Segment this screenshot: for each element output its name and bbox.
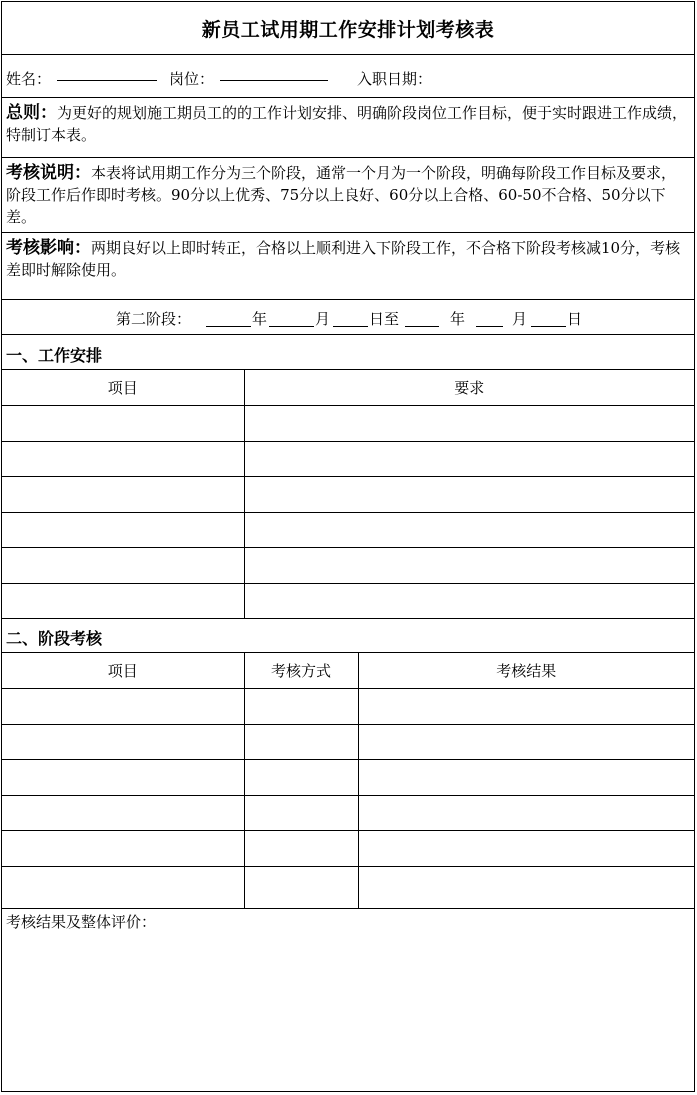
stage-day-to-label: 日至 xyxy=(369,310,400,328)
requirement-cell[interactable] xyxy=(244,405,694,441)
table-row xyxy=(2,476,694,512)
table-row xyxy=(2,441,694,476)
overall-evaluation-label: 考核结果及整体评价： xyxy=(6,913,157,931)
table-row xyxy=(2,512,694,547)
item-cell[interactable] xyxy=(2,795,244,830)
table-row xyxy=(2,688,694,724)
table-row xyxy=(2,866,694,908)
table-row xyxy=(2,405,694,441)
explanation-text: 本表将试用期工作分为三个阶段，通常一个月为一个阶段，明确每阶段工作目标及要求，阶段工作后作即时考核。90分以上优秀、75分以上良好、60分以上合格、60-50不合格、50分以下差。 xyxy=(6,164,677,226)
requirement-cell[interactable] xyxy=(244,476,694,512)
result-cell[interactable] xyxy=(358,830,694,866)
position-blank[interactable] xyxy=(220,80,328,81)
requirement-cell[interactable] xyxy=(244,583,694,618)
column-header-result: 考核结果 xyxy=(358,653,694,688)
form-title xyxy=(2,2,694,55)
table-row xyxy=(2,547,694,583)
stage-end-month-blank[interactable] xyxy=(476,326,503,327)
section-work-arrangement-title: 一、工作安排 xyxy=(6,346,103,365)
table-header-row xyxy=(2,653,694,688)
method-cell[interactable] xyxy=(244,795,358,830)
method-cell[interactable] xyxy=(244,866,358,908)
stage-period-row xyxy=(2,300,694,335)
requirement-cell[interactable] xyxy=(244,512,694,547)
work-arrangement-table xyxy=(2,370,694,619)
stage-end-year-blank[interactable] xyxy=(405,326,439,327)
stage-year-label: 年 xyxy=(252,310,268,328)
title-text: 新员工试用期工作安排计划考核表 xyxy=(201,18,495,41)
stage-end-day-blank[interactable] xyxy=(531,326,566,327)
item-cell[interactable] xyxy=(2,724,244,759)
column-header-method: 考核方式 xyxy=(244,653,358,688)
item-cell[interactable] xyxy=(2,688,244,724)
item-cell[interactable] xyxy=(2,583,244,618)
item-cell[interactable] xyxy=(2,405,244,441)
entry-date-label: 入职日期： xyxy=(357,70,433,88)
result-cell[interactable] xyxy=(358,724,694,759)
overall-evaluation-box[interactable] xyxy=(2,908,694,1091)
column-header-item: 项目 xyxy=(2,653,244,688)
stage-month2-label: 月 xyxy=(512,310,528,328)
result-cell[interactable] xyxy=(358,759,694,795)
stage-start-day-blank[interactable] xyxy=(333,326,368,327)
item-cell[interactable] xyxy=(2,830,244,866)
result-cell[interactable] xyxy=(358,866,694,908)
impact-text: 两期良好以上即时转正，合格以上顺利进入下阶段工作，不合格下阶段考核减10分，考核差即时解除使用。 xyxy=(6,239,681,279)
method-cell[interactable] xyxy=(244,724,358,759)
item-cell[interactable] xyxy=(2,512,244,547)
result-cell[interactable] xyxy=(358,795,694,830)
section-stage-assessment-title: 二、阶段考核 xyxy=(6,629,103,648)
stage-year2-label: 年 xyxy=(450,310,466,328)
item-cell[interactable] xyxy=(2,476,244,512)
table-row xyxy=(2,795,694,830)
general-rule-row xyxy=(2,98,694,158)
table-row xyxy=(2,830,694,866)
section-work-arrangement xyxy=(2,335,694,370)
stage-start-month-blank[interactable] xyxy=(269,326,314,327)
impact-head: 考核影响： xyxy=(6,238,91,258)
column-header-item: 项目 xyxy=(2,370,244,405)
table-row xyxy=(2,759,694,795)
stage-label: 第二阶段： xyxy=(116,310,192,328)
stage-assessment-table xyxy=(2,653,694,909)
table-header-row xyxy=(2,370,694,405)
general-rule-text: 为更好的规划施工期员工的的工作计划安排、明确阶段岗位工作目标，便于实时跟进工作成绩，特制订本表。 xyxy=(6,104,688,144)
column-header-requirement: 要求 xyxy=(244,370,694,405)
item-cell[interactable] xyxy=(2,866,244,908)
item-cell[interactable] xyxy=(2,441,244,476)
explanation-head: 考核说明： xyxy=(6,163,91,183)
item-cell[interactable] xyxy=(2,759,244,795)
name-blank[interactable] xyxy=(57,80,157,81)
name-label: 姓名： xyxy=(6,70,52,88)
section-stage-assessment xyxy=(2,618,694,653)
impact-row xyxy=(2,233,694,300)
method-cell[interactable] xyxy=(244,830,358,866)
stage-month-label: 月 xyxy=(315,310,331,328)
method-cell[interactable] xyxy=(244,759,358,795)
result-cell[interactable] xyxy=(358,688,694,724)
table-row xyxy=(2,583,694,618)
stage-start-year-blank[interactable] xyxy=(206,326,251,327)
general-rule-head: 总则： xyxy=(6,103,57,123)
explanation-row xyxy=(2,158,694,233)
requirement-cell[interactable] xyxy=(244,441,694,476)
stage-day2-label: 日 xyxy=(567,310,583,328)
method-cell[interactable] xyxy=(244,688,358,724)
requirement-cell[interactable] xyxy=(244,547,694,583)
position-label: 岗位： xyxy=(169,70,215,88)
item-cell[interactable] xyxy=(2,547,244,583)
employee-info-row xyxy=(2,55,694,98)
table-row xyxy=(2,724,694,759)
assessment-form xyxy=(1,1,695,1092)
